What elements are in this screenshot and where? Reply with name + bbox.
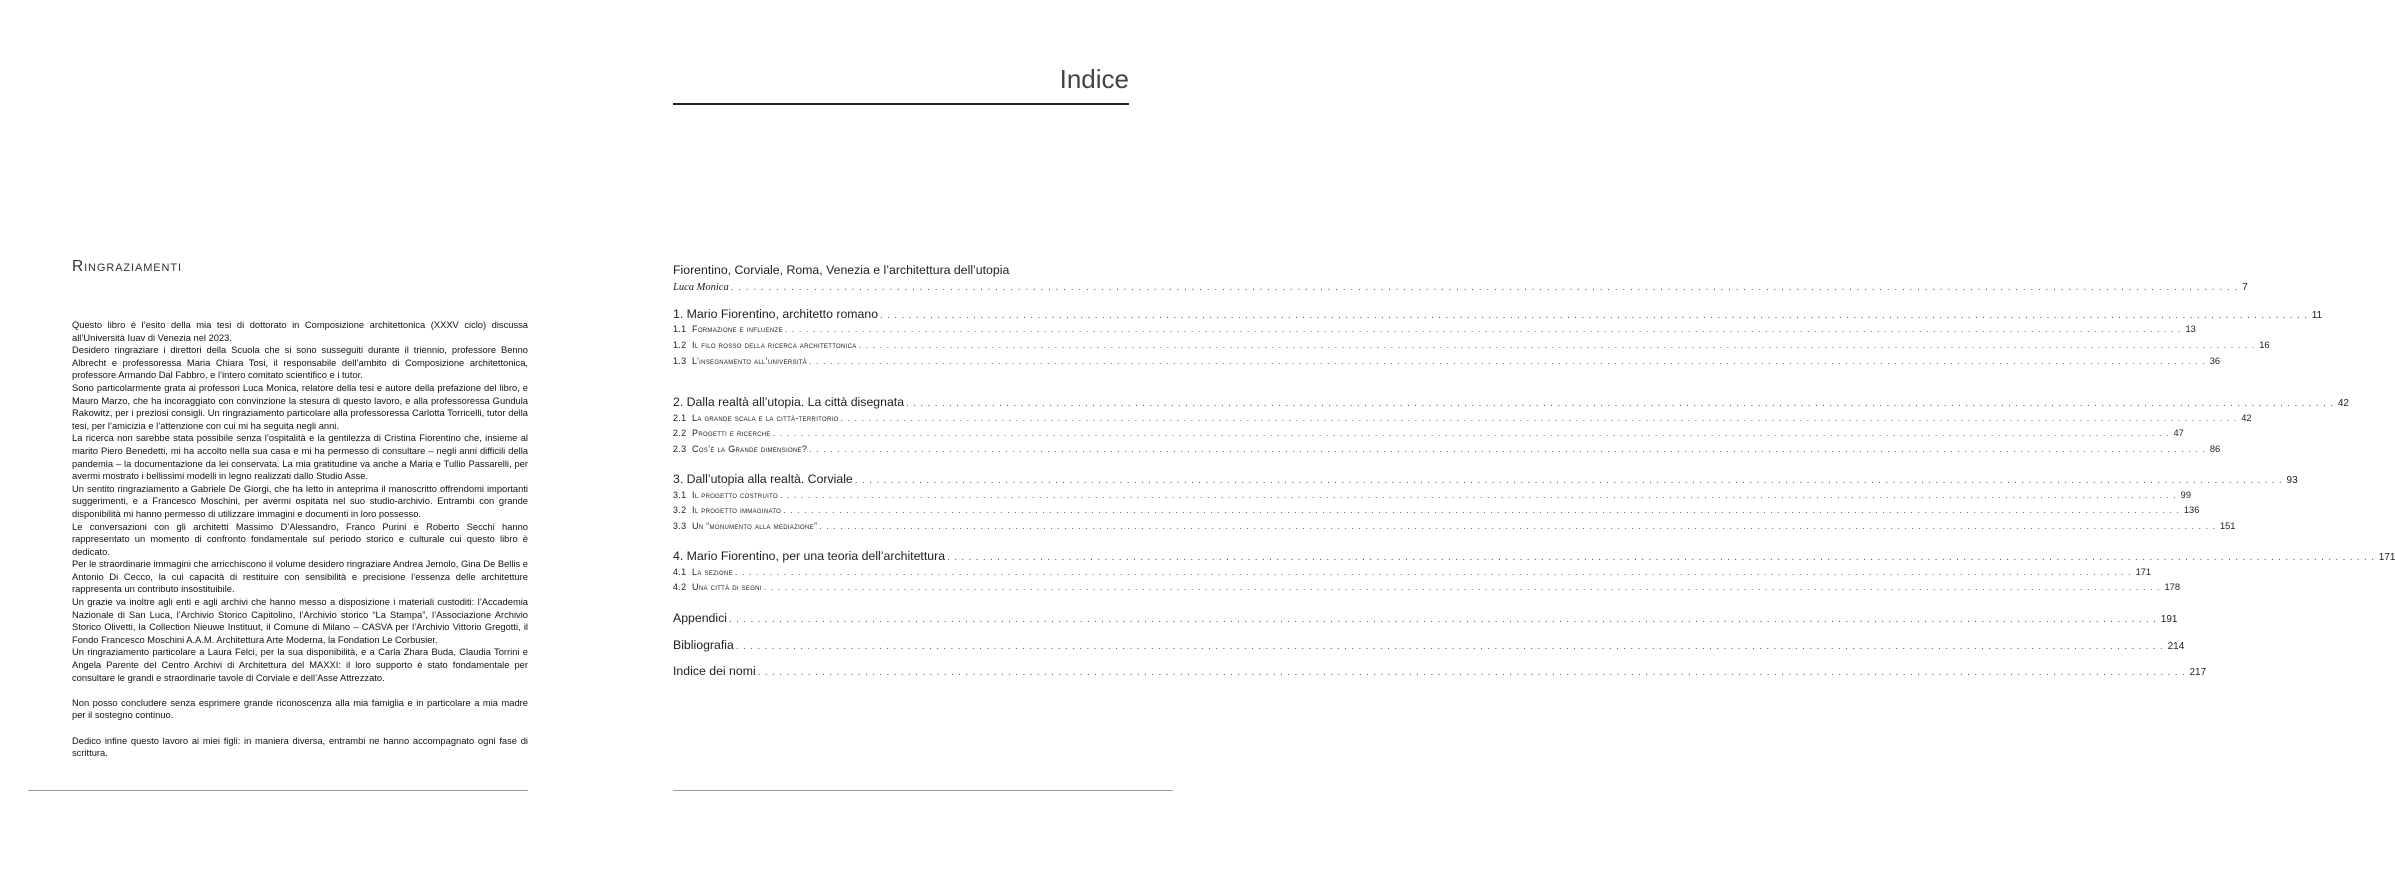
dot-leader: . . . . . . . . . . . . . . . . . . . . . . . . . . . . . . . . . . . . . . . . . . . . . . . . . . . . . . . . . . . . . . . . . . . . . . . . . . . . . . . . . . . . . . . . . . . . . . . . . . . . . . . . . . . . . . . . . . . . . . . . . . . . . . . . . . . . . . . . . . . . . . . . . . . . . . . . . . . . . . . . . . . . . . . . . . . . . . . . . . . . . . . . . . . . . . . . . . . . . . . . (763, 582, 2161, 592)
section-label: 3.1 Il progetto costruito (673, 490, 778, 500)
dot-leader: . . . . . . . . . . . . . . . . . . . . . . . . . . . . . . . . . . . . . . . . . . . . . . . . . . . . . . . . . . . . . . . . . . . . . . . . . . . . . . . . . . . . . . . . . . . . . . . . . . . . . . . . . . . . . . . . . . . . . . . . . . . . . . . . . . . . . . . . . . . . . . . . . . . . . . . . . . . . . . . . . . . . . . . . . . . . . . . . . . . . . . . . . . . . . . . . . . . . . . . . (772, 428, 2170, 438)
chapter-title: 3. Dall’utopia alla realtà. Corviale (673, 472, 853, 486)
toc-section-2-1[interactable] (673, 413, 2252, 423)
ack-paragraph: Desidero ringraziare i direttori della Scuola che si sono susseguiti durante il triennio, professore Benno Albrecht e professoressa Maria Chiara Tosi, il responsabile dell’ambito di Composizione architettonica, professore Armando Dal Fabbro, e l’intero comitato scientifico e i tutor. (72, 345, 528, 381)
dot-leader: . . . . . . . . . . . . . . . . . . . . . . . . . . . . . . . . . . . . . . . . . . . . . . . . . . . . . . . . . . . . . . . . . . . . . . . . . . . . . . . . . . . . . . . . . . . . . . . . . . . . . . . . . . . . . . . . . . . . . . . . . . . . . . . . . . . . . . . . . . . . . . . . . . . . . . . . . . . . . . . . . . . . . . . . . . . . . . . . . . . . . . . . . . . . . . . . . . . . . . . . (730, 282, 2239, 293)
ack-paragraph: La ricerca non sarebbe stata possibile senza l’ospitalità e la gentilezza di Cristina Fiorentino che, insieme al marito Piero Benedetti, mi ha accolto nella sua casa e mi ha permesso di consultare – negli anni difficili della pandemia – la documentazione da lei conservata. La mia gratitudine va anche a Maria e Tullio Passarelli, per avermi mostrato i bellissimi modelli in legno realizzati dallo Studio Asse. (72, 433, 528, 482)
page-number: 136 (2183, 505, 2200, 515)
toc-chapter-1[interactable] (673, 307, 2323, 321)
toc-chapter-3[interactable] (673, 472, 2298, 486)
toc-bibliografia[interactable] (673, 638, 2185, 652)
dot-leader: . . . . . . . . . . . . . . . . . . . . . . . . . . . . . . . . . . . . . . . . . . . . . . . . . . . . . . . . . . . . . . . . . . . . . . . . . . . . . . . . . . . . . . . . . . . . . . . . . . . . . . . . . . . . . . . . . . . . . . . . . . . . . . . . . . . . . . . . . . . . . . . . . . . . . . . . . . . . . . . . . . . . . . . . . . . . . . . . . . . . . . . . . . . . . . . . . . . . . . . . (819, 521, 2216, 531)
ack-paragraph: Non posso concludere senza esprimere grande riconoscenza alla mia famiglia e in particolare a mia madre per il sostegno continuo. (72, 697, 528, 721)
dot-leader: . . . . . . . . . . . . . . . . . . . . . . . . . . . . . . . . . . . . . . . . . . . . . . . . . . . . . . . . . . . . . . . . . . . . . . . . . . . . . . . . . . . . . . . . . . . . . . . . . . . . . . . . . . . . . . . . . . . . . . . . . . . . . . . . . . . . . . . . . . . . . . . . . . . . . . . . . . . . . . . . . . . . . . . . . . . . . . . . . . . . . . . . . . . . . . . . . . . . . . . . (783, 505, 2180, 515)
section-label: 1.1 Formazione e influenze (673, 324, 783, 334)
section-label: 1.3 L’insegnamento all’università (673, 356, 807, 366)
dot-leader: . . . . . . . . . . . . . . . . . . . . . . . . . . . . . . . . . . . . . . . . . . . . . . . . . . . . . . . . . . . . . . . . . . . . . . . . . . . . . . . . . . . . . . . . . . . . . . . . . . . . . . . . . . . . . . . . . . . . . . . . . . . . . . . . . . . . . . . . . . . . . . . . . . . . . . . . . . . . . . . . . . . . . . . . . . . . . . . . . . . . . . . . . . . . . . . . . . . . . . . . (784, 324, 2182, 334)
ack-paragraph: Questo libro è l’esito della mia tesi di dottorato in Composizione architettonica (XXXV ciclo) discussa all’Università Iuav di Venezia nel 2023. (72, 320, 528, 343)
dot-leader: . . . . . . . . . . . . . . . . . . . . . . . . . . . . . . . . . . . . . . . . . . . . . . . . . . . . . . . . . . . . . . . . . . . . . . . . . . . . . . . . . . . . . . . . . . . . . . . . . . . . . . . . . . . . . . . . . . . . . . . . . . . . . . . . . . . . . . . . . . . . . . . . . . . . . . . . . . . . . . . . . . . . . . . . . . . . . . . . . . . . . . . . . . . . . . . . . . . . . . . . (779, 490, 2177, 500)
toc-section-1-3[interactable] (673, 356, 2221, 366)
dot-leader: . . . . . . . . . . . . . . . . . . . . . . . . . . . . . . . . . . . . . . . . . . . . . . . . . . . . . . . . . . . . . . . . . . . . . . . . . . . . . . . . . . . . . . . . . . . . . . . . . . . . . . . . . . . . . . . . . . . . . . . . . . . . . . . . . . . . . . . . . . . . . . . . . . . . . . . . . . . . . . . . . . . . . . . . . . . . . . . . . . . . . . . . . . . . . . . . . . . . . . . . (880, 310, 2308, 321)
page-number: 151 (2219, 521, 2236, 531)
dot-leader: . . . . . . . . . . . . . . . . . . . . . . . . . . . . . . . . . . . . . . . . . . . . . . . . . . . . . . . . . . . . . . . . . . . . . . . . . . . . . . . . . . . . . . . . . . . . . . . . . . . . . . . . . . . . . . . . . . . . . . . . . . . . . . . . . . . . . . . . . . . . . . . . . . . . . . . . . . . . . . . . . . . . . . . . . . . . . . . . . . . . . . . . . . . . . . . . . . . . . . . . (808, 356, 2206, 366)
page-number: 13 (2185, 324, 2196, 334)
dot-leader: . . . . . . . . . . . . . . . . . . . . . . . . . . . . . . . . . . . . . . . . . . . . . . . . . . . . . . . . . . . . . . . . . . . . . . . . . . . . . . . . . . . . . . . . . . . . . . . . . . . . . . . . . . . . . . . . . . . . . . . . . . . . . . . . . . . . . . . . . . . . . . . . . . . . . . . . . . . . . . . . . . . . . . . . . . . . . . . . . . . . . . . . . . . . . . . . . . . . . . . . (735, 641, 2164, 652)
dot-leader: . . . . . . . . . . . . . . . . . . . . . . . . . . . . . . . . . . . . . . . . . . . . . . . . . . . . . . . . . . . . . . . . . . . . . . . . . . . . . . . . . . . . . . . . . . . . . . . . . . . . . . . . . . . . . . . . . . . . . . . . . . . . . . . . . . . . . . . . . . . . . . . . . . . . . . . . . . . . . . . . . . . . . . . . . . . . . . . . . . . . . . . . . . . . . . . . . . . . . . . . (840, 413, 2238, 423)
toc-chapter-2[interactable] (673, 395, 2349, 409)
section-label: 2.3 Cos’è la Grande dimensione? (673, 444, 808, 454)
section-label: 4.2 Una città di segni (673, 582, 762, 592)
ack-paragraph: Un ringraziamento particolare a Laura Felci, per la sua disponibilità, e a Carla Zhara Buda, Claudia Torrini e Angela Parente del Centro Archivi di Architettura del MAXXI: il loro supporto è stato fondamentale per consultare le grandi e straordinarie tavole di Corviale e dell’Asse Attrezzato. (72, 647, 528, 683)
toc-section-2-3[interactable] (673, 444, 2221, 454)
page-number: 36 (2209, 356, 2221, 366)
page-number: 16 (2259, 340, 2270, 350)
dot-leader: . . . . . . . . . . . . . . . . . . . . . . . . . . . . . . . . . . . . . . . . . . . . . . . . . . . . . . . . . . . . . . . . . . . . . . . . . . . . . . . . . . . . . . . . . . . . . . . . . . . . . . . . . . . . . . . . . . . . . . . . . . . . . . . . . . . . . . . . . . . . . . . . . . . . . . . . . . . . . . . . . . . . . . . . . . . . . . . . . . . . . . . . . . . . . . . . . . . . . . . . (729, 614, 2157, 625)
page-number: 11 (2311, 310, 2323, 321)
page-number: 7 (2242, 282, 2248, 293)
appendix-title: Indice dei nomi (673, 664, 756, 678)
dot-leader: . . . . . . . . . . . . . . . . . . . . . . . . . . . . . . . . . . . . . . . . . . . . . . . . . . . . . . . . . . . . . . . . . . . . . . . . . . . . . . . . . . . . . . . . . . . . . . . . . . . . . . . . . . . . . . . . . . . . . . . . . . . . . . . . . . . . . . . . . . . . . . . . . . . . . . . . . . . . . . . . . . . . . . . . . . . . . . . . . . . . . . . . . . . . . . . . . . . . . . . . (858, 340, 2256, 350)
ack-paragraph: Un sentito ringraziamento a Gabriele De Giorgi, che ha letto in anteprima il manoscritto offrendomi importanti suggerimenti, e a Francesco Moschini, per avermi ospitata nel suo studio-archivio. Entrambi con grande disponibilità mi hanno permesso di utilizzare immagini e documenti in loro possesso. (72, 483, 528, 519)
dot-leader: . . . . . . . . . . . . . . . . . . . . . . . . . . . . . . . . . . . . . . . . . . . . . . . . . . . . . . . . . . . . . . . . . . . . . . . . . . . . . . . . . . . . . . . . . . . . . . . . . . . . . . . . . . . . . . . . . . . . . . . . . . . . . . . . . . . . . . . . . . . . . . . . . . . . . . . . . . . . . . . . . . . . . . . . . . . . . . . . . . . . . . . . . . . . . . . . . . . . . . . . (947, 552, 2375, 563)
section-label: 2.1 La grande scala e la città-territorio (673, 413, 839, 423)
toc-chapter-4[interactable] (673, 549, 2395, 563)
appendix-title: Appendici (673, 611, 728, 625)
dot-leader: . . . . . . . . . . . . . . . . . . . . . . . . . . . . . . . . . . . . . . . . . . . . . . . . . . . . . . . . . . . . . . . . . . . . . . . . . . . . . . . . . . . . . . . . . . . . . . . . . . . . . . . . . . . . . . . . . . . . . . . . . . . . . . . . . . . . . . . . . . . . . . . . . . . . . . . . . . . . . . . . . . . . . . . . . . . . . . . . . . . . . . . . . . . . . . . . . . . . . . . . (757, 667, 2186, 678)
page-number: 214 (2167, 641, 2185, 652)
intro-title: Fiorentino, Corviale, Roma, Venezia e l’architettura dell’utopia (673, 263, 1010, 277)
section-label: 3.2 Il progetto immaginato (673, 505, 782, 515)
toc-section-4-1[interactable] (673, 567, 2152, 577)
section-label: 1.2 Il filo rosso della ricerca architettonica (673, 340, 857, 350)
toc-section-3-2[interactable] (673, 505, 2200, 515)
section-label: 2.2 Progetti e ricerche (673, 428, 771, 438)
chapter-title: 2. Dalla realtà all’utopia. La città disegnata (673, 395, 905, 409)
toc-section-1-2[interactable] (673, 340, 2270, 350)
page-number: 171 (2378, 552, 2395, 563)
page-number: 217 (2189, 667, 2207, 678)
dot-leader: . . . . . . . . . . . . . . . . . . . . . . . . . . . . . . . . . . . . . . . . . . . . . . . . . . . . . . . . . . . . . . . . . . . . . . . . . . . . . . . . . . . . . . . . . . . . . . . . . . . . . . . . . . . . . . . . . . . . . . . . . . . . . . . . . . . . . . . . . . . . . . . . . . . . . . . . . . . . . . . . . . . . . . . . . . . . . . . . . . . . . . . . . . . . . . . . . . . . . . . . (854, 475, 2283, 486)
page-number: 99 (2180, 490, 2191, 500)
toc-section-2-2[interactable] (673, 428, 2184, 438)
ack-paragraph: Le conversazioni con gli architetti Massimo D’Alessandro, Franco Purini e Roberto Secchi hanno rappresentato un momento di confronto fondamentale sul periodo storico e culturale cui questo libro è dedicato. (72, 521, 528, 557)
toc-entry-intro[interactable] (673, 282, 2248, 293)
toc-section-3-1[interactable] (673, 490, 2191, 500)
index-title: Indice (1059, 64, 1129, 94)
section-label: 4.1 La sezione (673, 567, 733, 577)
index-title-rule (673, 103, 1129, 105)
page-number: 42 (2241, 413, 2252, 423)
chapter-title: 4. Mario Fiorentino, per una teoria dell’architettura (673, 549, 946, 563)
chapter-title: 1. Mario Fiorentino, architetto romano (673, 307, 879, 321)
page-number: 42 (2337, 398, 2349, 409)
bottom-rule-right (673, 790, 1173, 791)
dot-leader: . . . . . . . . . . . . . . . . . . . . . . . . . . . . . . . . . . . . . . . . . . . . . . . . . . . . . . . . . . . . . . . . . . . . . . . . . . . . . . . . . . . . . . . . . . . . . . . . . . . . . . . . . . . . . . . . . . . . . . . . . . . . . . . . . . . . . . . . . . . . . . . . . . . . . . . . . . . . . . . . . . . . . . . . . . . . . . . . . . . . . . . . . . . . . . . . . . . . . . . . (906, 398, 2334, 409)
ack-paragraph: Per le straordinarie immagini che arricchiscono il volume desidero ringraziare Andrea Jemolo, Gina De Bellis e Antonio Di Cecco, la cui capacità di restituire con sensibilità e precisione l’essenza delle architetture rappresenta un contributo insostituibile. (72, 559, 528, 595)
page-number: 47 (2173, 428, 2184, 438)
acknowledgements-title: Ringraziamenti (72, 258, 182, 275)
toc-section-4-2[interactable] (673, 582, 2180, 592)
page-number: 191 (2160, 614, 2178, 625)
ack-paragraph: Sono particolarmente grata ai professori Luca Monica, relatore della tesi e autore della prefazione del libro, e Mauro Marzo, che ha incoraggiato con convinzione la stesura di questo lavoro, e alla professoressa Gundula Rakowitz, per i preziosi consigli. Un ringraziamento particolare alla professoressa Carlotta Torricelli, tutor della tesi, per l’amicizia e l’attenzione con cui mi ha seguita negli anni. (72, 382, 528, 431)
toc-appendici[interactable] (673, 611, 2178, 625)
appendix-title: Bibliografia (673, 638, 734, 652)
toc-section-3-3[interactable] (673, 521, 2236, 531)
ack-paragraph: Dedico infine questo lavoro ai miei figli: in maniera diversa, entrambi ne hanno accompagnato ogni fase di scrittura. (72, 735, 528, 759)
intro-author: Luca Monica (673, 282, 729, 293)
section-label: 3.3 Un “monumento alla mediazione” (673, 521, 818, 531)
toc-indice-dei-nomi[interactable] (673, 664, 2207, 678)
ack-paragraph: Un grazie va inoltre agli enti e agli archivi che hanno messo a disposizione i materiali custoditi: l’Accademia Nazionale di San Luca, l’Archivio Storico Capitolino, l’Archivio storico “La Stampa”, l’Associazione Archivio Storico Olivetti, la Collection Nieuwe Instituut, il Comune di Milano – CASVA per l’Archivio Vittorio Gregotti, il Fondo Francesco Moschini A.A.M. Architettura Arte Moderna, la Fondation Le Corbusier. (72, 597, 528, 645)
dot-leader: . . . . . . . . . . . . . . . . . . . . . . . . . . . . . . . . . . . . . . . . . . . . . . . . . . . . . . . . . . . . . . . . . . . . . . . . . . . . . . . . . . . . . . . . . . . . . . . . . . . . . . . . . . . . . . . . . . . . . . . . . . . . . . . . . . . . . . . . . . . . . . . . . . . . . . . . . . . . . . . . . . . . . . . . . . . . . . . . . . . . . . . . . . . . . . . . . . . . . . . . (734, 567, 2132, 577)
page-number: 178 (2164, 582, 2180, 592)
dot-leader: . . . . . . . . . . . . . . . . . . . . . . . . . . . . . . . . . . . . . . . . . . . . . . . . . . . . . . . . . . . . . . . . . . . . . . . . . . . . . . . . . . . . . . . . . . . . . . . . . . . . . . . . . . . . . . . . . . . . . . . . . . . . . . . . . . . . . . . . . . . . . . . . . . . . . . . . . . . . . . . . . . . . . . . . . . . . . . . . . . . . . . . . . . . . . . . . . . . . . . . . (809, 444, 2206, 454)
toc-section-1-1[interactable] (673, 324, 2196, 334)
page-number: 93 (2286, 475, 2298, 486)
page-number: 86 (2209, 444, 2221, 454)
page-number: 171 (2135, 567, 2152, 577)
